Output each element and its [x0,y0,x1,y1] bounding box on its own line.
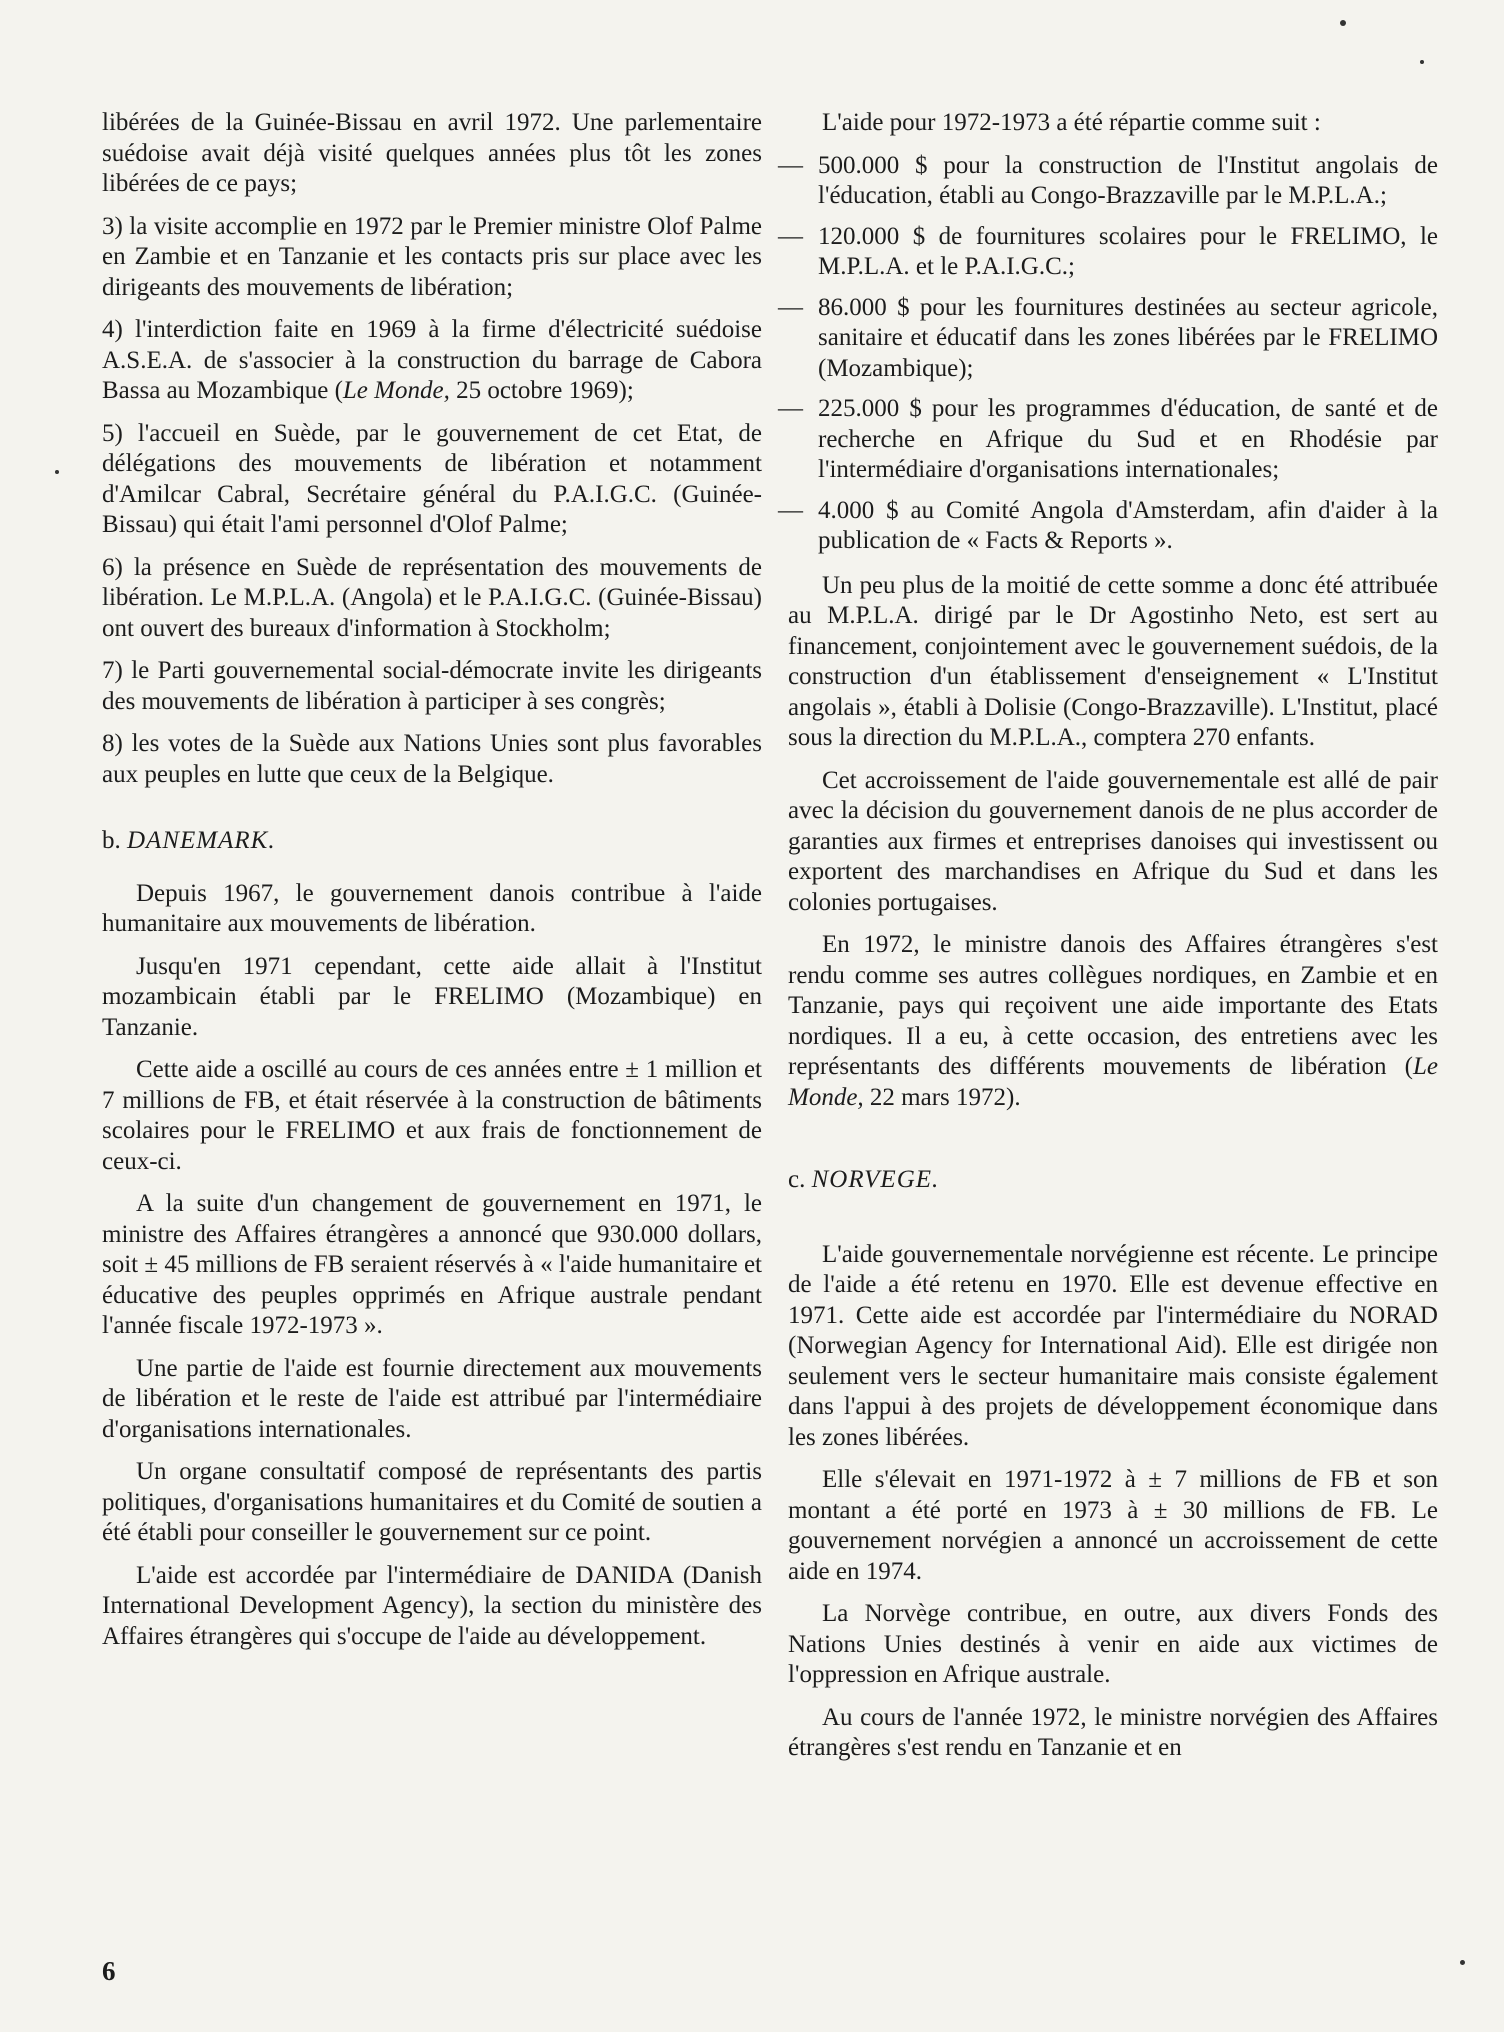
list-item: 7) le Parti gouvernemental social-démocrate invite les dirigeants des mouvements de libération à participer à ses congrès; [102,657,762,715]
list-item: — 120.000 $ de fournitures scolaires pour le FRELIMO, le M.P.L.A. et le P.A.I.G.C.; [778,222,1438,283]
paragraph: Jusqu'en 1971 cependant, cette aide allait à l'Institut mozambicain établi par le FRELIMO (Mozambique) en Tanzanie. [102,952,762,1041]
paragraph: Au cours de l'année 1972, le ministre norvégien des Affaires étrangères s'est rendu en Tanzanie et en [788,1703,1438,1761]
list-item: — 225.000 $ pour les programmes d'éducation, de santé et de recherche en Afrique du Sud et en Rhodésie par l'intermédiaire d'organisations internationales; [778,394,1438,486]
section-title: NORVEGE. [811,1166,940,1193]
paragraph: Un peu plus de la moitié de cette somme a donc été attribuée au M.P.L.A. dirigé par le Dr Agostinho Neto, est sert au financement, conjointement avec le gouvernement suédois, de la construction d'un établissement d'enseignement « L'Institut angolais », établi à Dolisie (Congo-Brazzaville). L'Institut, placé sous la direction du M.P.L.A., comptera 270 enfants. [788,571,1438,751]
right-column [788,108,1438,1776]
list-item: 3) la visite accomplie en 1972 par le Premier ministre Olof Palme en Zambie et en Tanzanie et les contacts pris sur place avec les dirigeants des mouvements de libération; [102,212,762,301]
list-item: 8) les votes de la Suède aux Nations Unies sont plus favorables aux peuples en lutte que ceux de la Belgique. [102,730,762,788]
scan-speck [1340,20,1346,26]
list-item [102,315,762,407]
scan-speck [1420,60,1424,64]
paragraph: L'aide gouvernementale norvégienne est récente. Le principe de l'aide a été retenu en 1970. Elle est devenue effective en 1971. Cette aide est accordée par l'intermédiaire du NORAD (Norwegian Agency for International Aid). Elle est dirigée non seulement vers le secteur humanitaire mais consiste également dans l'appui à des projets de développement économique dans les zones libérées. [788,1240,1438,1451]
paragraph: L'aide est accordée par l'intermédiaire de DANIDA (Danish International Development Agency), la section du ministère des Affaires étrangères qui s'occupe de l'aide au développement. [102,1561,762,1650]
aid-list [788,151,1438,557]
list-item-text: 4) l'interdiction faite en 1969 à la firme d'électricité suédoise A.S.E.A. de s'associer à la construction du barrage de Cabora Bassa au Mozambique ( [102,316,762,404]
section-heading-norvege [788,1165,1438,1196]
list-item: 5) l'accueil en Suède, par le gouvernement de cet Etat, de délégations des mouvements de libération et notamment d'Amilcar Cabral, Secrétaire général du P.A.I.G.C. (Guinée-Bissau) qui était l'ami personnel d'Olof Palme; [102,419,762,538]
source-citation: Le Monde, [342,377,450,404]
list-item: — 4.000 $ au Comité Angola d'Amsterdam, afin d'aider à la publication de « Facts & Reports ». [778,496,1438,557]
paragraph [788,930,1438,1113]
section-heading-danemark [102,826,762,857]
paragraph: Depuis 1967, le gouvernement danois contribue à l'aide humanitaire aux mouvements de libération. [102,879,762,937]
paragraph: Cette aide a oscillé au cours de ces années entre ± 1 million et 7 millions de FB, et était réservée à la construction de bâtiments scolaires pour le FRELIMO et aux frais de fonctionnement de ceux-ci. [102,1056,762,1175]
list-item: — 500.000 $ pour la construction de l'Institut angolais de l'éducation, établi au Congo-Brazzaville par le M.P.L.A.; [778,151,1438,212]
list-item: 6) la présence en Suède de représentation des mouvements de libération. Le M.P.L.A. (Angola) et le P.A.I.G.C. (Guinée-Bissau) ont ouvert des bureaux d'information à Stockholm; [102,553,762,642]
paragraph-text: 22 mars 1972). [863,1083,1021,1111]
paragraph: Elle s'élevait en 1971-1972 à ± 7 millions de FB et son montant a été porté en 1973 à ± 30 millions de FB. Le gouvernement norvégien a annoncé un accroissement de cette aide en 1974. [788,1466,1438,1585]
section-letter: c. [788,1166,812,1193]
paragraph: L'aide pour 1972-1973 a été répartie comme suit : [822,109,1321,136]
paragraph-text: En 1972, le ministre danois des Affaires étrangères s'est rendu comme ses autres collègues nordiques, en Zambie et en Tanzanie, pays qui reçoivent une aide importante des Etats nordiques. Il a eu, à cette occasion, des entretiens avec les représentants des différents mouvements de libération ( [788,931,1438,1080]
source-citation: Le Monde, [788,1053,1438,1111]
paragraph: Un organe consultatif composé de représentants des partis politiques, d'organisations humanitaires et du Comité de soutien a été établi pour conseiller le gouvernement sur ce point. [102,1458,762,1546]
page-number: 6 [102,1956,116,1986]
paragraph: Cet accroissement de l'aide gouvernementale est allé de pair avec la décision du gouvernement danois de ne plus accorder de garanties aux firmes et entreprises danoises qui investissent ou exportent des marchandises en Afrique du Sud et dans les colonies portugaises. [788,766,1438,916]
paragraph: La Norvège contribue, en outre, aux divers Fonds des Nations Unies destinés à venir en aide aux victimes de l'oppression en Afrique australe. [788,1600,1438,1688]
paragraph: libérées de la Guinée-Bissau en avril 1972. Une parlementaire suédoise avait déjà visité quelques années plus tôt les zones libérées de ce pays; [102,109,762,197]
paragraph: Une partie de l'aide est fournie directement aux mouvements de libération et le reste de l'aide est attribué par l'intermédiaire d'organisations internationales. [102,1354,762,1443]
section-letter: b. [102,827,127,854]
list-item: — 86.000 $ pour les fournitures destinées au secteur agricole, sanitaire et éducatif dans les zones libérées par le FRELIMO (Mozambique); [778,293,1438,385]
paragraph: A la suite d'un changement de gouvernement en 1971, le ministre des Affaires étrangères a annoncé que 930.000 dollars, soit ± 45 millions de FB seraient réservés à « l'aide humanitaire et éducative des peuples opprimés en Afrique australe pendant l'année fiscale 1972-1973 ». [102,1190,762,1339]
left-column [102,108,762,1664]
list-item-text: 25 octobre 1969); [449,377,634,404]
scan-speck [55,470,59,474]
section-title: DANEMARK. [127,827,276,854]
scan-speck [1460,1960,1465,1965]
